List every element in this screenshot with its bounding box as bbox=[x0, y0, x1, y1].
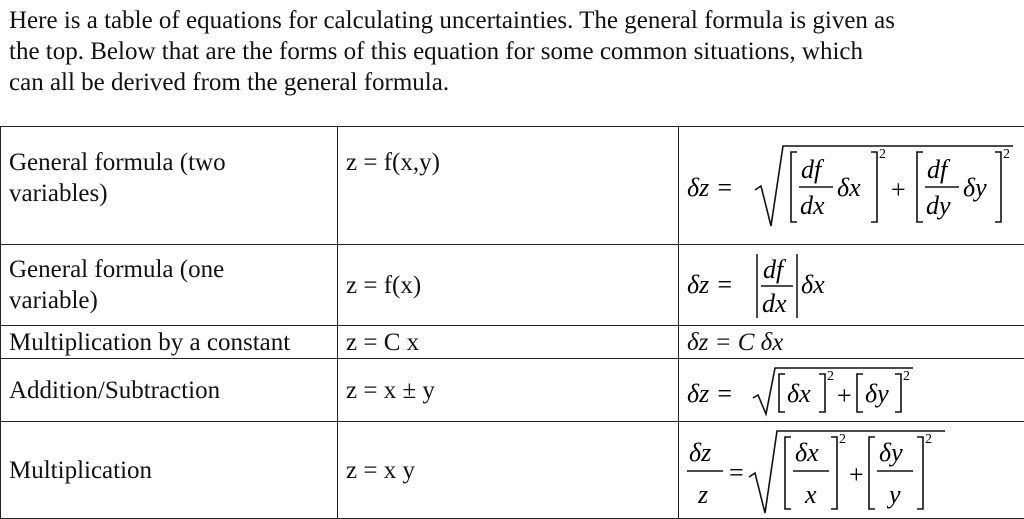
fraction-denominator: x bbox=[804, 480, 817, 509]
table-row bbox=[1, 359, 1024, 422]
formula-multiplication bbox=[687, 425, 957, 515]
plus-sign: + bbox=[891, 175, 906, 204]
formula-addition bbox=[687, 362, 927, 418]
uncertainty-table bbox=[0, 126, 1024, 519]
exponent: 2 bbox=[903, 369, 910, 384]
plus-sign: + bbox=[837, 381, 852, 410]
exponent: 2 bbox=[839, 432, 846, 447]
formula-one-variable bbox=[687, 248, 887, 322]
intro-line-1: Here is a table of equations for calculating uncertainties. The general formula is given as bbox=[9, 5, 1014, 36]
case-label-line-2: variable) bbox=[9, 285, 329, 316]
plus-sign: + bbox=[849, 460, 864, 489]
intro-line-3: can all be derived from the general formula. bbox=[9, 67, 1014, 98]
function-cell: z = C x bbox=[338, 326, 679, 359]
variable-delta: δy bbox=[865, 379, 889, 408]
function-cell: z = f(x) bbox=[338, 245, 679, 326]
case-label-line-2: variables) bbox=[9, 178, 329, 209]
right-bracket bbox=[871, 152, 877, 222]
left-bracket bbox=[785, 437, 791, 509]
exponent: 2 bbox=[879, 147, 886, 162]
right-bracket bbox=[895, 374, 901, 412]
fraction-numerator: δz bbox=[689, 438, 711, 467]
radical-sign bbox=[749, 431, 945, 513]
case-cell bbox=[1, 127, 338, 245]
formula-lhs: δz = bbox=[687, 270, 733, 299]
table-row bbox=[1, 127, 1024, 245]
fraction-denominator: z bbox=[697, 480, 708, 509]
uncertainty-cell: δz = C δx bbox=[679, 326, 1024, 359]
fraction-numerator: δx bbox=[795, 438, 819, 467]
function-cell: z = f(x,y) bbox=[338, 127, 679, 245]
variable-delta: δx bbox=[801, 270, 825, 299]
left-bracket bbox=[869, 437, 875, 509]
function-cell: z = x y bbox=[338, 422, 679, 519]
right-bracket bbox=[831, 437, 837, 509]
formula-lhs: δz = bbox=[687, 379, 733, 408]
left-bracket bbox=[857, 374, 863, 412]
uncertainty-cell bbox=[679, 359, 1024, 422]
variable-delta: δx bbox=[787, 379, 811, 408]
right-bracket bbox=[819, 374, 825, 412]
table-row bbox=[1, 245, 1024, 326]
case-cell: Multiplication bbox=[1, 422, 338, 519]
fraction-numerator: df bbox=[763, 255, 787, 284]
variable-delta: δx bbox=[837, 173, 861, 202]
uncertainty-cell bbox=[679, 245, 1024, 326]
fraction-denominator: dx bbox=[800, 191, 825, 220]
case-cell bbox=[1, 245, 338, 326]
right-bracket bbox=[917, 437, 923, 509]
left-bracket bbox=[917, 152, 923, 222]
fraction-numerator: df bbox=[927, 155, 951, 184]
case-label-line-1: General formula (one bbox=[9, 254, 329, 285]
exponent: 2 bbox=[925, 432, 932, 447]
fraction-denominator: y bbox=[886, 480, 901, 509]
case-label-line-1: General formula (two bbox=[9, 147, 329, 178]
left-bracket bbox=[779, 374, 785, 412]
fraction-denominator: dy bbox=[926, 191, 951, 220]
formula-two-variables bbox=[687, 140, 1017, 232]
fraction-numerator: δy bbox=[879, 438, 903, 467]
uncertainty-cell bbox=[679, 127, 1024, 245]
intro-line-2: the top. Below that are the forms of this equation for some common situations, which bbox=[9, 36, 1014, 67]
formula-lhs: δz = bbox=[687, 173, 733, 202]
case-cell: Addition/Subtraction bbox=[1, 359, 338, 422]
exponent: 2 bbox=[827, 369, 834, 384]
fraction-denominator: dx bbox=[762, 289, 787, 318]
intro-paragraph bbox=[9, 5, 1014, 98]
fraction-numerator: df bbox=[801, 155, 825, 184]
equals-sign: = bbox=[729, 458, 744, 487]
variable-delta: δy bbox=[963, 173, 987, 202]
case-cell: Multiplication by a constant bbox=[1, 326, 338, 359]
table-row bbox=[1, 326, 1024, 359]
left-bracket bbox=[791, 152, 797, 222]
exponent: 2 bbox=[1003, 147, 1010, 162]
function-cell: z = x ± y bbox=[338, 359, 679, 422]
right-bracket bbox=[995, 152, 1001, 222]
